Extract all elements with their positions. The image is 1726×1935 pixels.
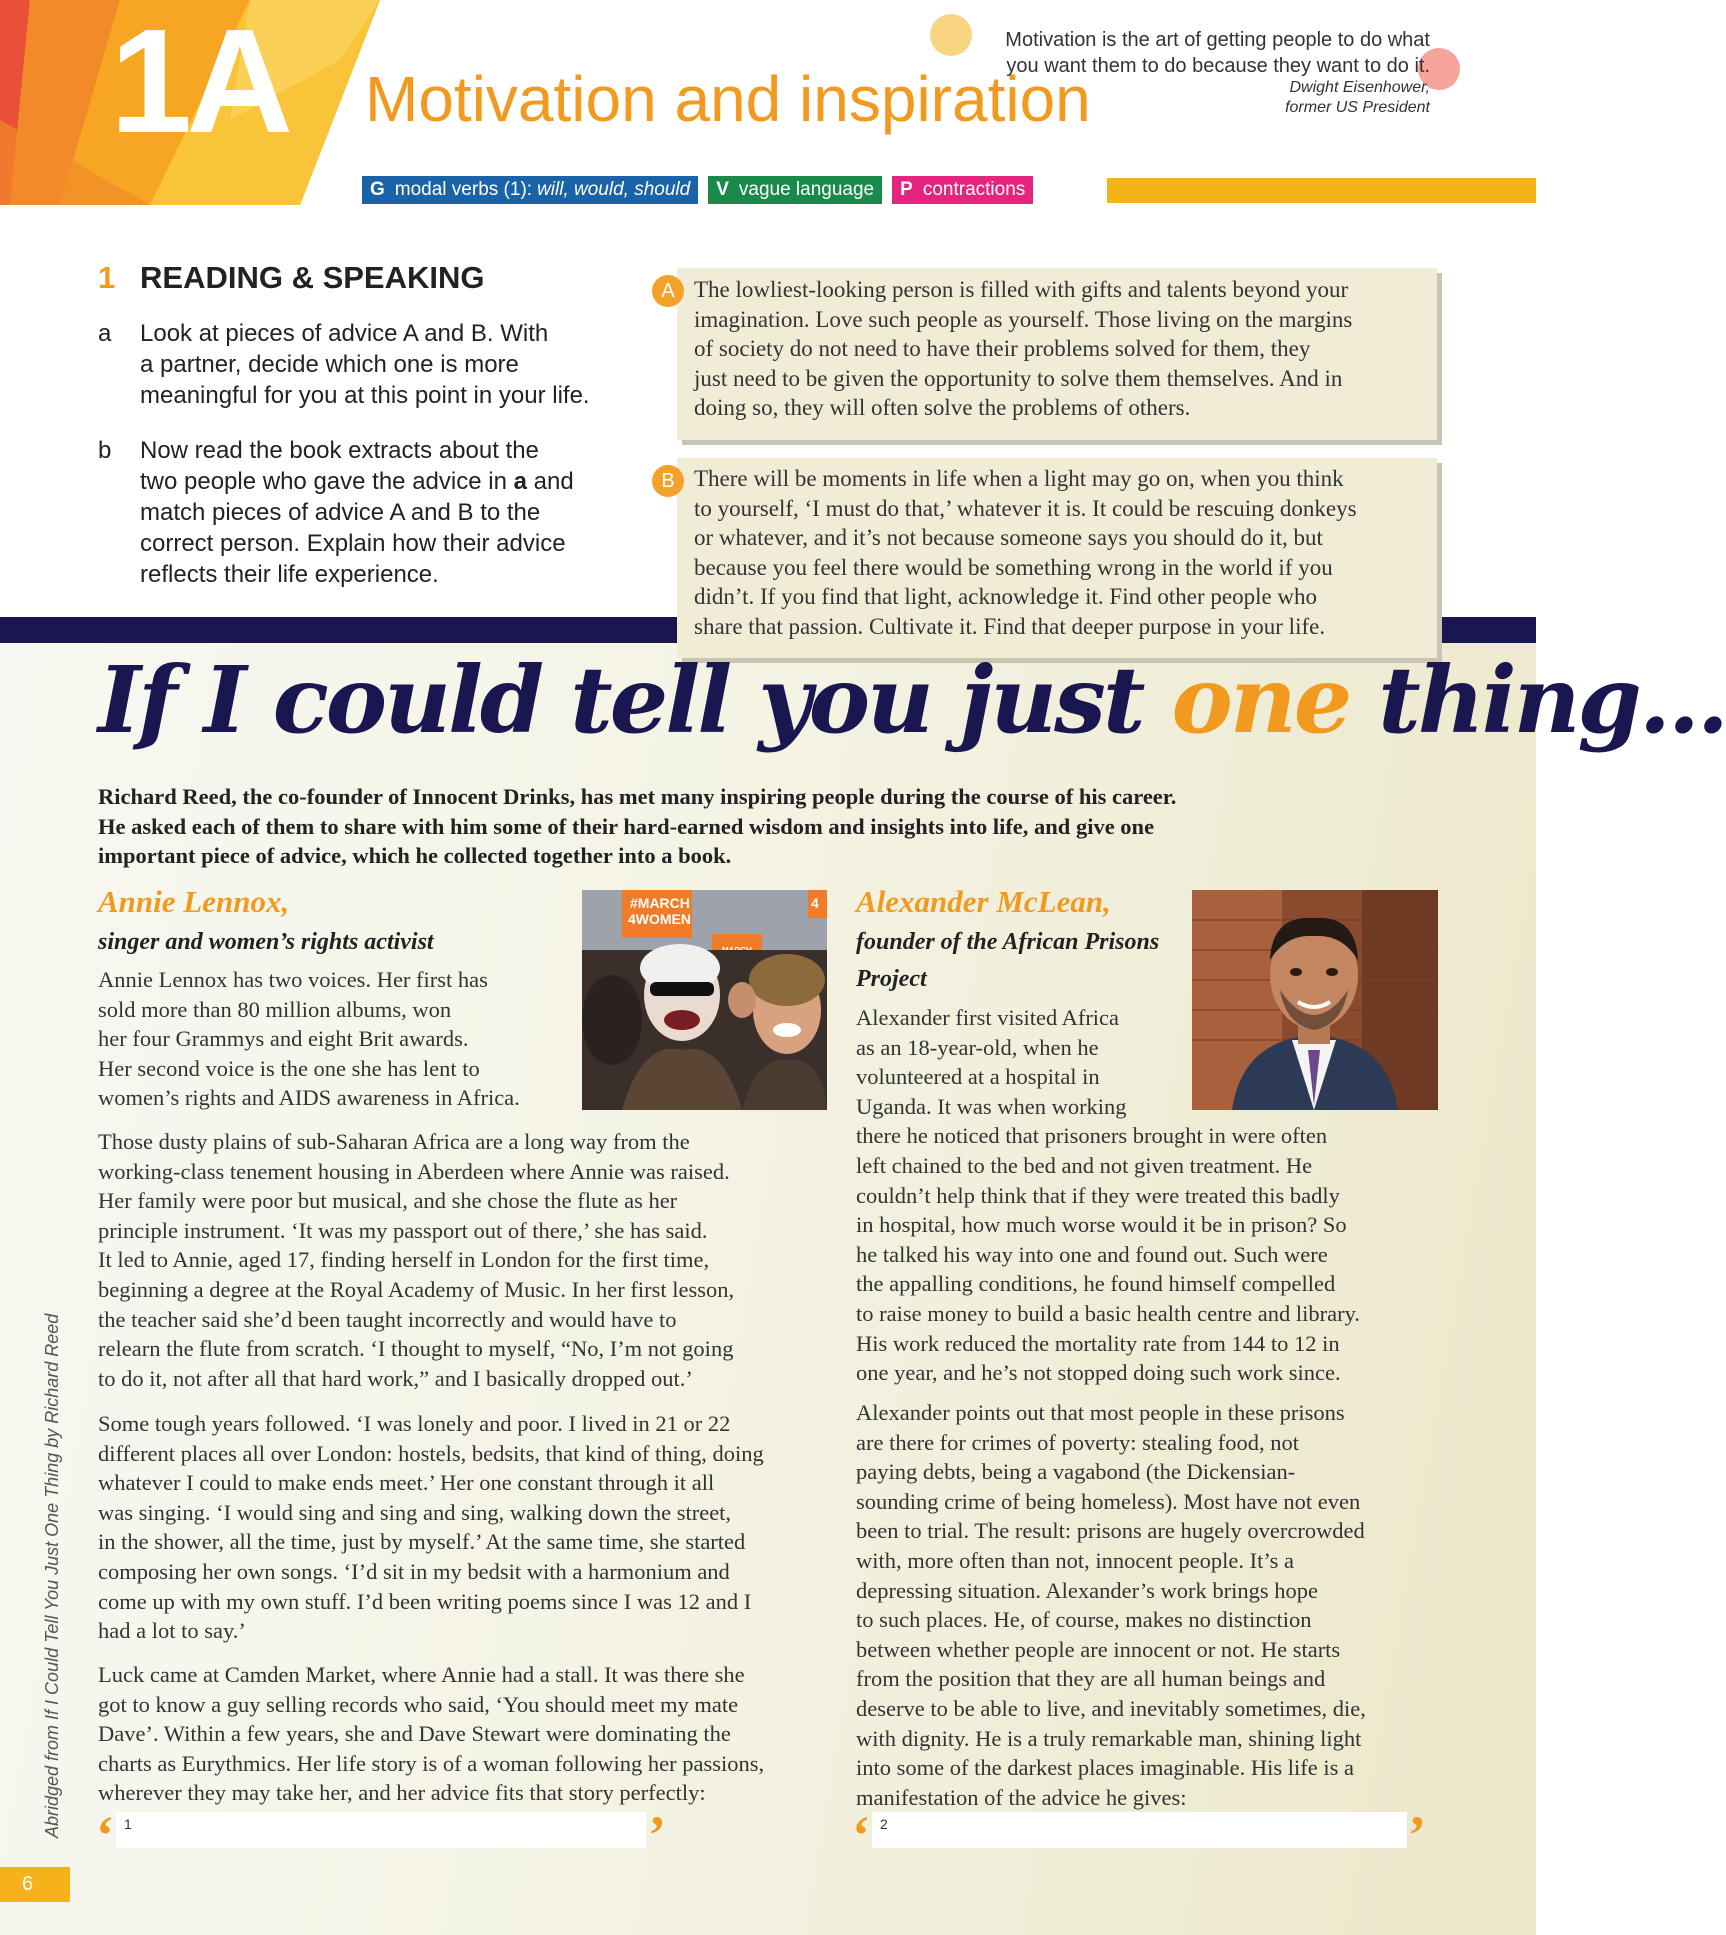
quote-author (1150, 78, 1430, 118)
text-line: Alexander points out that most people in these prisons (856, 1400, 1345, 1425)
answer-field-2[interactable] (872, 1812, 1407, 1848)
task-line: a partner, decide which one is more (140, 351, 519, 378)
text-line: one year, and he’s not stopped doing such work since. (856, 1360, 1341, 1386)
task-line: reflects their life experience. (140, 561, 439, 588)
grammar-tag-text: modal verbs (1): (394, 179, 533, 200)
section-title: READING & SPEAKING (140, 260, 485, 295)
text-line: charts as Eurythmics. Her life story is of a woman following her passions, (98, 1750, 765, 1776)
text-line: paying debts, being a vagabond (the Dickensian- (856, 1459, 1296, 1485)
advice-b-text (694, 464, 1434, 641)
annie-paragraph-1 (98, 965, 578, 1113)
text-line: her four Grammys and eight Brit awards. (98, 1026, 469, 1052)
task-a-letter: a (98, 320, 112, 347)
quote-line: Motivation is the art of getting people to do what (1005, 29, 1430, 51)
pron-tag-text: contractions (922, 179, 1026, 200)
text-line: Dave’. Within a few years, she and Dave Stewart were dominating the (98, 1721, 731, 1747)
text-line: in hospital, how much worse would it be in prison? So (856, 1212, 1347, 1238)
text-line: Her second voice is the one she has lent to (98, 1055, 480, 1081)
text-line: been to trial. The result: prisons are hugely overcrowded (856, 1518, 1365, 1544)
text-line: different places all over London: hostels, bedsits, that kind of thing, doing (98, 1440, 764, 1466)
annie-role: singer and women’s rights activist (98, 929, 434, 955)
header-accent-bar (1107, 178, 1536, 203)
task-line: meaningful for you at this point in your life. (140, 382, 590, 409)
answer-close-quote: ’ (648, 1805, 666, 1865)
text-line: sold more than 80 million albums, won (98, 996, 452, 1022)
text-line: depressing situation. Alexander’s work brings hope (856, 1577, 1319, 1603)
intro-line: important piece of advice, which he collected together into a book. (98, 843, 732, 868)
pron-tag-letter: P (900, 179, 913, 200)
text-line: with dignity. He is a truly remarkable man, shining light (856, 1725, 1362, 1751)
quote-author-name: Dwight Eisenhower, (1289, 79, 1430, 96)
text-line: composing her own songs. ‘I’d sit in my bedsit with a harmonium and (98, 1558, 730, 1584)
text-line: principle instrument. ‘It was my passport out of there,’ she has said. (98, 1217, 708, 1243)
advice-line: to yourself, ‘I must do that,’ whatever it is. It could be rescuing donkeys (694, 495, 1357, 521)
text-line: left chained to the bed and not given treatment. He (856, 1152, 1313, 1178)
task-line (140, 466, 640, 497)
task-line-part: and (526, 468, 574, 495)
section-number: 1 (98, 260, 116, 295)
advice-line: didn’t. If you find that light, acknowledge it. Find other people who (694, 584, 1318, 609)
article-headline (98, 646, 1726, 754)
text-line: volunteered at a hospital in (856, 1064, 1100, 1090)
page-number: 6 (0, 1867, 70, 1902)
task-line: Look at pieces of advice A and B. With (140, 320, 549, 347)
advice-line: because you feel there would be something wrong in the world if you (694, 554, 1333, 580)
text-line: women’s rights and AIDS awareness in Africa. (98, 1085, 520, 1111)
annie-paragraph-3 (98, 1409, 838, 1646)
text-line: sounding crime of being homeless). Most have not even (856, 1488, 1361, 1514)
grammar-tag (362, 176, 698, 204)
advice-line: of society do not need to have their problems solved for them, they (694, 336, 1311, 361)
intro-line: Richard Reed, the co-founder of Innocent Drinks, has met many inspiring people during the course of his career. (98, 784, 1177, 809)
unit-title: Motivation and inspiration (365, 63, 1091, 135)
advice-badge-b: B (652, 465, 684, 497)
text-line: had a lot to say.’ (98, 1618, 246, 1644)
annie-paragraph-2 (98, 1127, 838, 1393)
advice-badge-a: A (652, 275, 684, 307)
text-line: Luck came at Camden Market, where Annie had a stall. It was there she (98, 1662, 745, 1687)
vocab-tag-letter: V (716, 179, 729, 200)
text-line: relearn the flute from scratch. ‘I thought to myself, “No, I’m not going (98, 1336, 734, 1362)
text-line: beginning a degree at the Royal Academy of Music. In her first lesson, (98, 1276, 735, 1302)
text-line: there he noticed that prisoners brought in were often (856, 1123, 1328, 1149)
quote-line: you want them to do because they want to do it. (1006, 55, 1430, 77)
text-line: Alexander first visited Africa (856, 1005, 1120, 1030)
text-line: come up with my own stuff. I’d been writing poems since I was 12 and I (98, 1588, 752, 1614)
text-line: deserve to be able to live, and inevitably sometimes, die, (856, 1695, 1366, 1721)
alexander-paragraph-1 (856, 1003, 1446, 1388)
text-line: manifestation of the advice he gives: (856, 1784, 1187, 1810)
protest-sign-text: #MARCH (630, 895, 690, 911)
alexander-role (856, 924, 1186, 998)
text-line: His work reduced the mortality rate from 144 to 12 in (856, 1330, 1340, 1356)
protest-sign-text: 4 (811, 895, 819, 911)
answer-close-quote: ’ (1408, 1805, 1426, 1865)
text-line: was singing. ‘I would sing and sing and sing, walking down the street, (98, 1499, 732, 1525)
headline-highlight: one (1171, 646, 1350, 754)
vocab-tag-text: vague language (738, 179, 875, 200)
task-line: Now read the book extracts about the (140, 437, 539, 464)
answer-field-1[interactable] (116, 1812, 646, 1848)
advice-line: share that passion. Cultivate it. Find that deeper purpose in your life. (694, 613, 1326, 639)
role-line: founder of the African Prisons (856, 929, 1160, 955)
text-line: working-class tenement housing in Aberdeen where Annie was raised. (98, 1158, 730, 1184)
text-line: Those dusty plains of sub-Saharan Africa are a long way from the (98, 1129, 690, 1154)
annie-name: Annie Lennox, (98, 884, 290, 919)
advice-a-text (694, 275, 1434, 423)
text-line: the teacher said she’d been taught incorrectly and would have to (98, 1306, 677, 1332)
text-line: between whether people are innocent or not. He starts (856, 1636, 1341, 1662)
role-line: Project (856, 966, 927, 992)
task-a-text (140, 318, 640, 411)
text-line: Annie Lennox has two voices. Her first has (98, 967, 488, 992)
language-focus-tags (362, 176, 1043, 204)
advice-line: imagination. Love such people as yourself. Those living on the margins (694, 306, 1353, 332)
text-line: are there for crimes of poverty: stealing food, not (856, 1429, 1299, 1455)
answer-number: 1 (124, 1816, 132, 1832)
task-b-letter: b (98, 437, 112, 464)
annie-lennox-photo (582, 890, 827, 1110)
answer-number: 2 (880, 1816, 888, 1832)
task-line-part: two people who gave the advice in (140, 468, 514, 495)
text-line: he talked his way into one and found out. Such were (856, 1241, 1328, 1267)
text-line: wherever they may take her, and her advice fits that story perfectly: (98, 1780, 706, 1806)
answer-open-quote: ‘ (96, 1805, 114, 1865)
advice-line: just need to be given the opportunity to solve them themselves. And in (694, 365, 1343, 391)
epigraph-quote (950, 27, 1430, 79)
grammar-tag-items: will, would, should (537, 179, 691, 200)
text-line: whatever I could to make ends meet.’ Her one constant through it all (98, 1470, 715, 1496)
source-credit: Abridged from If I Could Tell You Just One Thing by Richard Reed (42, 1313, 62, 1838)
article-intro (98, 782, 1278, 871)
task-line-bold: a (513, 468, 527, 495)
text-line: the appalling conditions, he found himself compelled (856, 1271, 1336, 1297)
text-line: with, more often than not, innocent people. It’s a (856, 1547, 1295, 1573)
advice-line: There will be moments in life when a light may go on, when you think (694, 466, 1344, 491)
advice-line: doing so, they will often solve the problems of others. (694, 395, 1191, 420)
text-line: couldn’t help think that if they were treated this badly (856, 1182, 1340, 1208)
headline-part: thing... (1349, 646, 1726, 754)
text-line: Some tough years followed. ‘I was lonely and poor. I lived in 21 or 22 (98, 1411, 731, 1436)
intro-line: He asked each of them to share with him some of their hard-earned wisdom and insights into life, and give one (98, 813, 1155, 839)
text-line: Her family were poor but musical, and she chose the flute as her (98, 1188, 678, 1214)
text-line: in the shower, all the time, just by myself.’ At the same time, she started (98, 1529, 746, 1555)
alexander-name: Alexander McLean, (856, 884, 1111, 919)
alexander-paragraph-2 (856, 1398, 1446, 1812)
text-line: into some of the darkest places imaginable. His life is a (856, 1755, 1354, 1781)
vocabulary-tag (708, 176, 882, 204)
grammar-tag-letter: G (370, 179, 385, 200)
text-line: to such places. He, of course, makes no distinction (856, 1607, 1312, 1633)
text-line: from the position that they are all human beings and (856, 1666, 1326, 1692)
advice-line: The lowliest-looking person is filled with gifts and talents beyond your (694, 277, 1349, 302)
text-line: to raise money to build a basic health centre and library. (856, 1300, 1360, 1326)
answer-open-quote: ‘ (852, 1805, 870, 1865)
pronunciation-tag (892, 176, 1033, 204)
text-line: to do it, not after all that hard work,” and I basically dropped out.’ (98, 1365, 693, 1391)
protest-sign-text: 4WOMEN (628, 911, 691, 927)
advice-line: or whatever, and it’s not because someone says you should do it, but (694, 525, 1323, 550)
task-b-text (140, 435, 640, 590)
quote-author-role: former US President (1285, 99, 1430, 116)
task-line: correct person. Explain how their advice (140, 530, 566, 557)
text-line: It led to Annie, aged 17, finding herself in London for the first time, (98, 1247, 710, 1273)
headline-part: If I could tell you just (98, 646, 1172, 754)
annie-paragraph-4 (98, 1660, 838, 1808)
unit-number: 1A (110, 0, 288, 164)
text-line: got to know a guy selling records who said, ‘You should meet my mate (98, 1691, 739, 1717)
text-line: as an 18-year-old, when he (856, 1034, 1099, 1060)
task-line: match pieces of advice A and B to the (140, 499, 541, 526)
text-line: Uganda. It was when working (856, 1093, 1127, 1119)
